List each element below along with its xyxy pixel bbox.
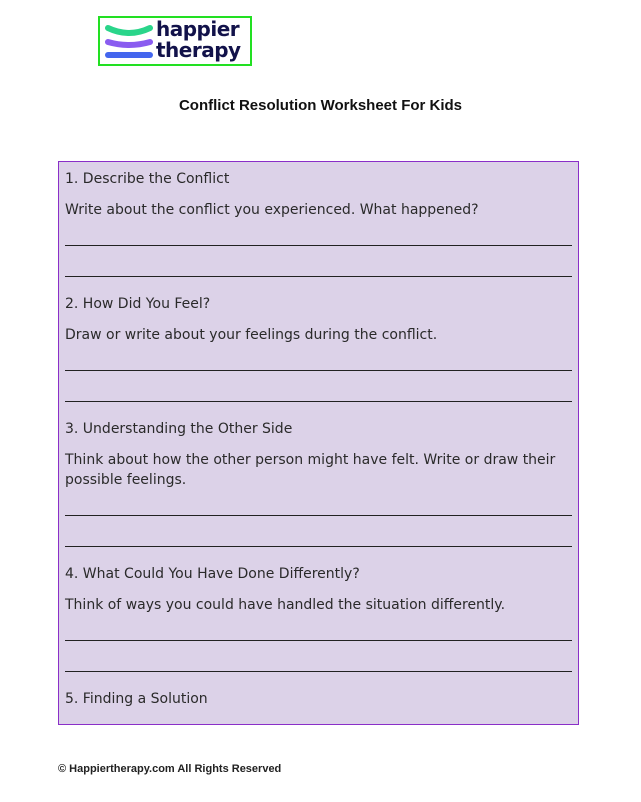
section-3-prompt: Think about how the other person might have felt. Write or draw their possible feelings.: [65, 452, 556, 488]
section-3-heading: 3. Understanding the Other Side: [65, 421, 293, 437]
section-4-answer-line-1[interactable]: [65, 640, 572, 641]
section-2-heading: 2. How Did You Feel?: [65, 296, 211, 312]
section-2-prompt: Draw or write about your feelings during the conflict.: [65, 327, 438, 343]
happier-therapy-logo: [98, 16, 252, 66]
section-3-answer-line-1[interactable]: [65, 515, 572, 516]
section-4-answer-line-2[interactable]: [65, 671, 572, 672]
logo-wordmark: [156, 19, 241, 61]
page-title: Conflict Resolution Worksheet For Kids: [178, 97, 463, 114]
logo-line-2: therapy: [156, 38, 241, 62]
worksheet-box: [58, 161, 579, 725]
section-3-answer-line-2[interactable]: [65, 546, 572, 547]
section-4-prompt: Think of ways you could have handled the situation differently.: [65, 597, 506, 613]
section-1-answer-line-1[interactable]: [65, 245, 572, 246]
section-5-heading: 5. Finding a Solution: [65, 691, 208, 707]
copyright-footer: © Happiertherapy.com All Rights Reserved: [58, 763, 282, 775]
section-1-prompt: Write about the conflict you experienced. What happened?: [65, 202, 479, 218]
logo-stripes-icon: [104, 22, 154, 62]
section-1-answer-line-2[interactable]: [65, 276, 572, 277]
section-2-answer-line-1[interactable]: [65, 370, 572, 371]
logo-line-1: happier: [156, 17, 240, 41]
section-1-heading: 1. Describe the Conflict: [65, 171, 230, 187]
section-2-answer-line-2[interactable]: [65, 401, 572, 402]
section-4-heading: 4. What Could You Have Done Differently?: [65, 566, 360, 582]
